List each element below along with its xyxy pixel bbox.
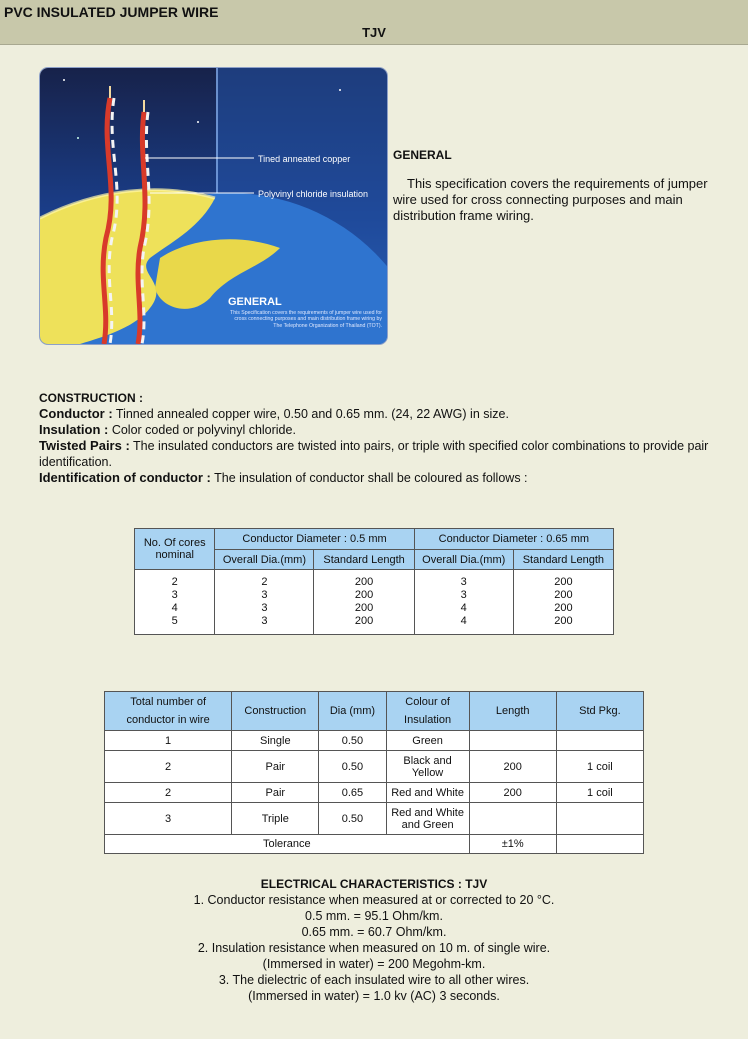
header-diameter-05: Conductor Diameter : 0.5 mm — [215, 529, 414, 550]
electrical-heading: ELECTRICAL CHARACTERISTICS : TJV — [260, 877, 488, 891]
header-length: Length — [469, 692, 556, 731]
header-length-05: Standard Length — [314, 550, 414, 570]
table-cell: 3 — [105, 803, 232, 835]
table-cell: Red and White — [386, 783, 469, 803]
construction-section — [39, 390, 719, 486]
electrical-line: 2. Insulation resistance when measured on 10 m. of single wire. — [197, 941, 551, 955]
table-cell: 3 — [261, 615, 268, 627]
construction-text: The insulated conductors are twisted into pairs, or triple with specified color combinations to provide pair identification. — [39, 439, 709, 469]
table-row — [105, 803, 644, 835]
construction-label: Conductor : — [39, 406, 113, 421]
length-05-cell — [314, 570, 414, 635]
tolerance-row — [105, 835, 644, 854]
table-cell: 200 — [554, 615, 573, 627]
construction-item-identification — [39, 470, 719, 486]
table-cell: 0.50 — [319, 751, 386, 783]
table-cell: 200 — [554, 602, 573, 614]
table-cell: 200 — [554, 589, 573, 601]
construction-text: The insulation of conductor shall be coloured as follows : — [210, 471, 528, 485]
table-cell: Green — [386, 731, 469, 751]
table-cell: 3 — [460, 576, 467, 588]
header-std-pkg: Std Pkg. — [556, 692, 643, 731]
construction-item-insulation — [39, 422, 719, 438]
table-cell: 4 — [460, 602, 467, 614]
construction-label: Identification of conductor : — [39, 470, 211, 485]
table-cell: 3 — [261, 589, 268, 601]
table-cell: 200 — [354, 589, 374, 601]
overall-05-cell — [215, 570, 314, 635]
table-cell: Pair — [232, 783, 319, 803]
conductor-diameter-table — [134, 528, 614, 635]
construction-item-conductor — [39, 406, 719, 422]
table-cell — [556, 731, 643, 751]
table-cell: Pair — [232, 751, 319, 783]
table-cell — [469, 731, 556, 751]
table-cell — [556, 835, 643, 854]
insulation-colour-table — [104, 691, 644, 854]
table-cell: Red and White and Green — [386, 803, 469, 835]
table-cell: 3 — [261, 602, 268, 614]
table-cell: 1 coil — [556, 783, 643, 803]
illustration-artwork — [40, 68, 387, 344]
table-row — [105, 731, 644, 751]
overall-065-cell — [414, 570, 513, 635]
label-insulation: Polyvinyl chloride insulation — [258, 189, 369, 199]
table-row — [105, 751, 644, 783]
table-cell: Black and Yellow — [386, 751, 469, 783]
table-cell: 1 coil — [556, 751, 643, 783]
table-cell: 2 — [105, 783, 232, 803]
table-row — [105, 783, 644, 803]
table-cell: 0.65 — [319, 783, 386, 803]
general-heading: GENERAL — [393, 148, 452, 162]
table-cell — [556, 803, 643, 835]
label-copper: Tined anneated copper — [258, 154, 351, 164]
header-overall-065: Overall Dia.(mm) — [414, 550, 513, 570]
electrical-line: 1. Conductor resistance when measured at or corrected to 20 °C. — [193, 893, 555, 907]
table-cell: 1 — [105, 731, 232, 751]
construction-text: Color coded or polyvinyl chloride. — [108, 423, 296, 437]
electrical-section — [0, 876, 748, 1004]
construction-label: Twisted Pairs : — [39, 438, 130, 453]
table-cell: 0.50 — [319, 731, 386, 751]
construction-label: Insulation : — [39, 422, 109, 437]
table-cell — [469, 803, 556, 835]
table-cell: 2 — [105, 751, 232, 783]
table-cell: 200 — [354, 602, 374, 614]
electrical-line: 0.65 mm. = 60.7 Ohm/km. — [301, 925, 447, 939]
electrical-line: (Immersed in water) = 1.0 kv (AC) 3 seconds. — [248, 989, 500, 1003]
header-dia: Dia (mm) — [319, 692, 386, 731]
table-cell: 0.50 — [319, 803, 386, 835]
construction-item-twisted-pairs — [39, 438, 719, 470]
title-bar — [0, 0, 748, 45]
header-colour: Colour of Insulation — [386, 692, 469, 731]
table-cell: 200 — [554, 576, 573, 588]
table-cell: 200 — [469, 751, 556, 783]
length-065-cell — [513, 570, 613, 635]
header-overall-05: Overall Dia.(mm) — [215, 550, 314, 570]
table-cell: 4 — [171, 602, 178, 614]
electrical-line: 0.5 mm. = 95.1 Ohm/km. — [305, 909, 443, 923]
table-cell: 200 — [354, 576, 374, 588]
illustration-body: This Specification covers the requirements of jumper wire used for cross connecting purposes and main distribution frame wiring by The Telephone Organization of Thailand (TOT). — [230, 310, 382, 329]
page-subtitle: TJV — [362, 25, 386, 40]
table-cell: 200 — [354, 615, 374, 627]
header-construction: Construction — [232, 692, 319, 731]
header-length-065: Standard Length — [513, 550, 613, 570]
header-cores: No. Of cores nominal — [135, 529, 215, 570]
table-cell: 5 — [171, 615, 178, 627]
table-cell: 2 — [171, 576, 178, 588]
cores-cell — [135, 570, 215, 635]
table-cell: 3 — [171, 589, 178, 601]
illustration-heading: GENERAL — [228, 296, 282, 308]
table-cell: 2 — [261, 576, 268, 588]
table-cell: Single — [232, 731, 319, 751]
product-illustration — [40, 68, 387, 344]
construction-heading: CONSTRUCTION : — [39, 391, 143, 405]
header-total-conductors: Total number of conductor in wire — [105, 692, 232, 731]
general-body: This specification covers the requirements of jumper wire used for cross connecting purposes and main distribution frame wiring. — [393, 176, 708, 223]
table-cell: Triple — [232, 803, 319, 835]
electrical-line: 3. The dielectric of each insulated wire to all other wires. — [218, 973, 530, 987]
general-section — [393, 148, 713, 224]
header-diameter-065: Conductor Diameter : 0.65 mm — [414, 529, 613, 550]
tolerance-label: Tolerance — [105, 835, 470, 854]
tolerance-value: ±1% — [469, 835, 556, 854]
table-cell: 4 — [460, 615, 467, 627]
electrical-line: (Immersed in water) = 200 Megohm-km. — [262, 957, 486, 971]
construction-text: Tinned annealed copper wire, 0.50 and 0.65 mm. (24, 22 AWG) in size. — [112, 407, 509, 421]
table-cell: 3 — [460, 589, 467, 601]
table-cell: 200 — [469, 783, 556, 803]
page-title: PVC INSULATED JUMPER WIRE — [4, 4, 219, 20]
